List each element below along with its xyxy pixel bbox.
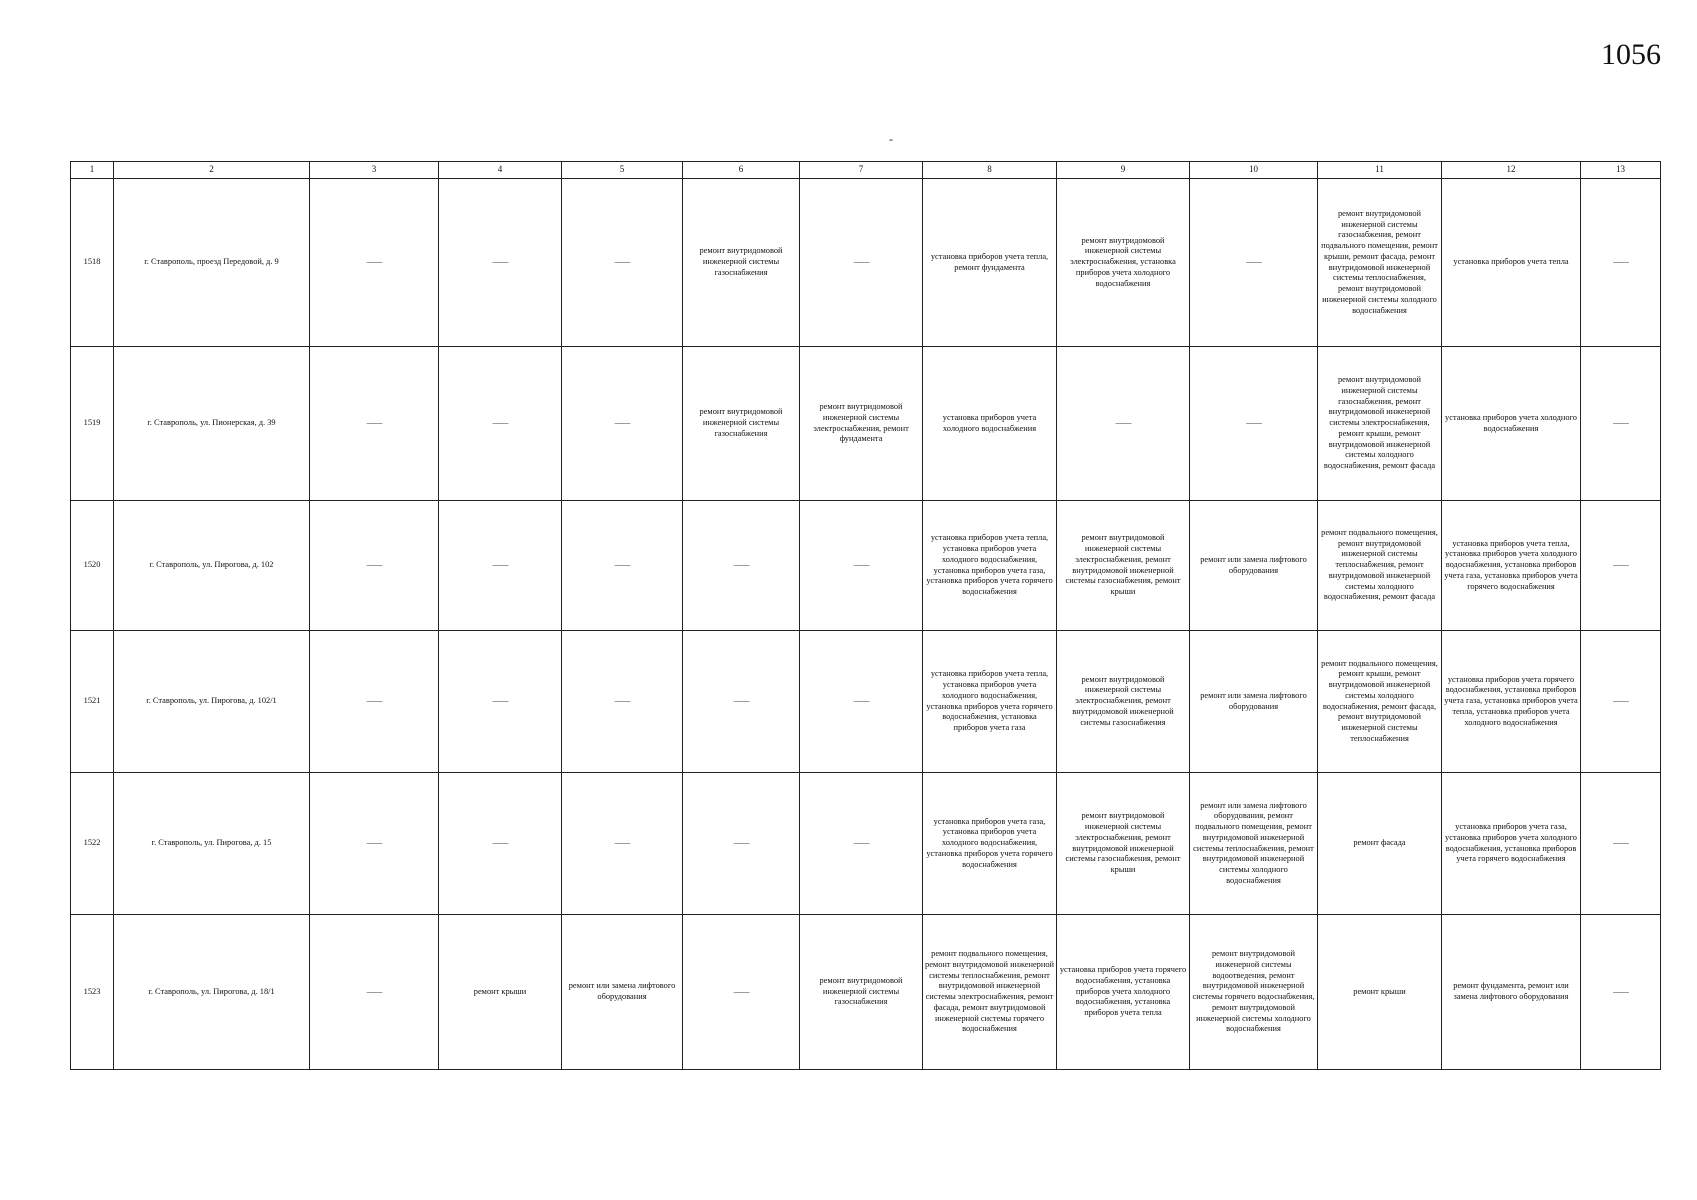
table-cell: ремонт внутридомовой инженерной системы электроснабжения, ремонт внутридомовой инженерной системы газоснабжения xyxy=(1057,631,1190,773)
column-header: 7 xyxy=(800,162,923,179)
table-cell: —— xyxy=(439,179,562,347)
table-cell: —— xyxy=(1581,347,1661,501)
table-cell: —— xyxy=(562,631,683,773)
table-cell: —— xyxy=(1190,179,1318,347)
page-number: 1056 xyxy=(1601,38,1661,71)
table-cell: —— xyxy=(310,347,439,501)
column-header: 12 xyxy=(1442,162,1581,179)
address-cell: г. Ставрополь, проезд Передовой, д. 9 xyxy=(114,179,310,347)
table-cell: ремонт фасада xyxy=(1318,773,1442,915)
column-header: 3 xyxy=(310,162,439,179)
table-cell: —— xyxy=(800,631,923,773)
table-cell: —— xyxy=(1581,179,1661,347)
column-header: 13 xyxy=(1581,162,1661,179)
table-cell: установка приборов учета тепла, установка приборов учета холодного водоснабжения, установка приборов учета газа, установка приборов учета горячего водоснабжения xyxy=(923,501,1057,631)
column-header: 4 xyxy=(439,162,562,179)
column-header: 10 xyxy=(1190,162,1318,179)
column-header: 6 xyxy=(683,162,800,179)
table-cell: —— xyxy=(562,773,683,915)
table-cell: —— xyxy=(683,915,800,1070)
table-cell: —— xyxy=(310,501,439,631)
repair-schedule-table xyxy=(70,161,1661,1070)
table-cell: ремонт или замена лифтового оборудования xyxy=(1190,501,1318,631)
table-cell: ремонт подвального помещения, ремонт крыши, ремонт внутридомовой инженерной системы холодного водоснабжения, ремонт фасада, ремонт внутридомовой инженерной системы теплоснабжения xyxy=(1318,631,1442,773)
table-cell: ремонт или замена лифтового оборудования xyxy=(562,915,683,1070)
table-cell: ремонт внутридомовой инженерной системы газоснабжения xyxy=(800,915,923,1070)
column-header: 2 xyxy=(114,162,310,179)
table-cell: —— xyxy=(439,347,562,501)
address-cell: г. Ставрополь, ул. Пирогова, д. 102/1 xyxy=(114,631,310,773)
table-cell: —— xyxy=(1581,773,1661,915)
address-cell: г. Ставрополь, ул. Пирогова, д. 15 xyxy=(114,773,310,915)
column-header: 11 xyxy=(1318,162,1442,179)
table-cell: ремонт или замена лифтового оборудования, ремонт подвального помещения, ремонт внутридомовой инженерной системы теплоснабжения, ремонт внутридомовой инженерной системы холодного водоснабжения xyxy=(1190,773,1318,915)
table-cell: ремонт подвального помещения, ремонт внутридомовой инженерной системы теплоснабжения, ремонт внутридомовой инженерной системы электроснабжения, ремонт фасада, ремонт внутридомовой инженерной системы горячего водоснабжения xyxy=(923,915,1057,1070)
table-cell: —— xyxy=(683,631,800,773)
table-cell: —— xyxy=(310,179,439,347)
table-cell: ремонт крыши xyxy=(1318,915,1442,1070)
table-cell: ремонт или замена лифтового оборудования xyxy=(1190,631,1318,773)
table-cell: ремонт крыши xyxy=(439,915,562,1070)
row-number: 1518 xyxy=(71,179,114,347)
row-number: 1519 xyxy=(71,347,114,501)
table-cell: —— xyxy=(1057,347,1190,501)
table-cell: —— xyxy=(683,773,800,915)
row-number: 1522 xyxy=(71,773,114,915)
row-number: 1520 xyxy=(71,501,114,631)
table-row xyxy=(71,773,1661,915)
table-cell: —— xyxy=(439,501,562,631)
table-cell: установка приборов учета газа, установка приборов учета холодного водоснабжения, установка приборов учета горячего водоснабжения xyxy=(923,773,1057,915)
table-row xyxy=(71,915,1661,1070)
table-cell: ремонт внутридомовой инженерной системы газоснабжения, ремонт внутридомовой инженерной системы электроснабжения, ремонт крыши, ремонт внутридомовой инженерной системы холодного водоснабжения, ремонт фасада xyxy=(1318,347,1442,501)
table-cell: —— xyxy=(562,501,683,631)
address-cell: г. Ставрополь, ул. Пионерская, д. 39 xyxy=(114,347,310,501)
table-cell: —— xyxy=(800,773,923,915)
table-cell: —— xyxy=(1581,915,1661,1070)
table-cell: установка приборов учета газа, установка приборов учета холодного водоснабжения, установка приборов учета горячего водоснабжения xyxy=(1442,773,1581,915)
row-number: 1523 xyxy=(71,915,114,1070)
table-row xyxy=(71,347,1661,501)
table-cell: —— xyxy=(439,631,562,773)
table-row xyxy=(71,179,1661,347)
table-cell: ремонт внутридомовой инженерной системы электроснабжения, ремонт внутридомовой инженерной системы газоснабжения, ремонт крыши xyxy=(1057,501,1190,631)
table-cell: ремонт подвального помещения, ремонт внутридомовой инженерной системы теплоснабжения, ремонт внутридомовой инженерной системы холодного водоснабжения, ремонт фасада xyxy=(1318,501,1442,631)
table-cell: установка приборов учета холодного водоснабжения xyxy=(923,347,1057,501)
address-cell: г. Ставрополь, ул. Пирогова, д. 102 xyxy=(114,501,310,631)
table-cell: —— xyxy=(562,347,683,501)
table-cell: ремонт внутридомовой инженерной системы электроснабжения, ремонт внутридомовой инженерной системы газоснабжения, ремонт крыши xyxy=(1057,773,1190,915)
table-cell: установка приборов учета холодного водоснабжения xyxy=(1442,347,1581,501)
table-cell: —— xyxy=(1190,347,1318,501)
table-cell: —— xyxy=(310,773,439,915)
table-cell: —— xyxy=(800,501,923,631)
table-cell: установка приборов учета горячего водоснабжения, установка приборов учета холодного водоснабжения, установка приборов учета тепла xyxy=(1057,915,1190,1070)
table-cell: —— xyxy=(683,501,800,631)
column-header: 8 xyxy=(923,162,1057,179)
column-header: 1 xyxy=(71,162,114,179)
table-cell: ремонт внутридомовой инженерной системы водоотведения, ремонт внутридомовой инженерной системы горячего водоснабжения, ремонт внутридомовой инженерной системы холодного водоснабжения xyxy=(1190,915,1318,1070)
table-cell: ремонт внутридомовой инженерной системы электроснабжения, установка приборов учета холодного водоснабжения xyxy=(1057,179,1190,347)
table-cell: установка приборов учета тепла, установка приборов учета холодного водоснабжения, установка приборов учета горячего водоснабжения, установка приборов учета газа xyxy=(923,631,1057,773)
table-row xyxy=(71,631,1661,773)
table-cell: ремонт внутридомовой инженерной системы электроснабжения, ремонт фундамента xyxy=(800,347,923,501)
table-cell: —— xyxy=(1581,501,1661,631)
column-number-row xyxy=(71,162,1661,179)
table-cell: —— xyxy=(800,179,923,347)
address-cell: г. Ставрополь, ул. Пирогова, д. 18/1 xyxy=(114,915,310,1070)
column-header: 9 xyxy=(1057,162,1190,179)
table-cell: установка приборов учета горячего водоснабжения, установка приборов учета газа, установка приборов учета тепла, установка приборов учета холодного водоснабжения xyxy=(1442,631,1581,773)
scan-mark: - xyxy=(889,132,893,146)
table-cell: установка приборов учета тепла, ремонт фундамента xyxy=(923,179,1057,347)
table-cell: —— xyxy=(439,773,562,915)
table-cell: установка приборов учета тепла, установка приборов учета холодного водоснабжения, установка приборов учета газа, установка приборов учета горячего водоснабжения xyxy=(1442,501,1581,631)
table-cell: ремонт внутридомовой инженерной системы газоснабжения, ремонт подвального помещения, ремонт крыши, ремонт фасада, ремонт внутридомовой инженерной системы теплоснабжения, ремонт внутридомовой инженерной системы холодного водоснабжения xyxy=(1318,179,1442,347)
column-header: 5 xyxy=(562,162,683,179)
table-cell: ремонт фундамента, ремонт или замена лифтового оборудования xyxy=(1442,915,1581,1070)
table-cell: —— xyxy=(310,915,439,1070)
table-cell: —— xyxy=(310,631,439,773)
table-cell: установка приборов учета тепла xyxy=(1442,179,1581,347)
table-cell: ремонт внутридомовой инженерной системы газоснабжения xyxy=(683,179,800,347)
table-cell: —— xyxy=(562,179,683,347)
table-row xyxy=(71,501,1661,631)
table-cell: ремонт внутридомовой инженерной системы газоснабжения xyxy=(683,347,800,501)
row-number: 1521 xyxy=(71,631,114,773)
table-cell: —— xyxy=(1581,631,1661,773)
